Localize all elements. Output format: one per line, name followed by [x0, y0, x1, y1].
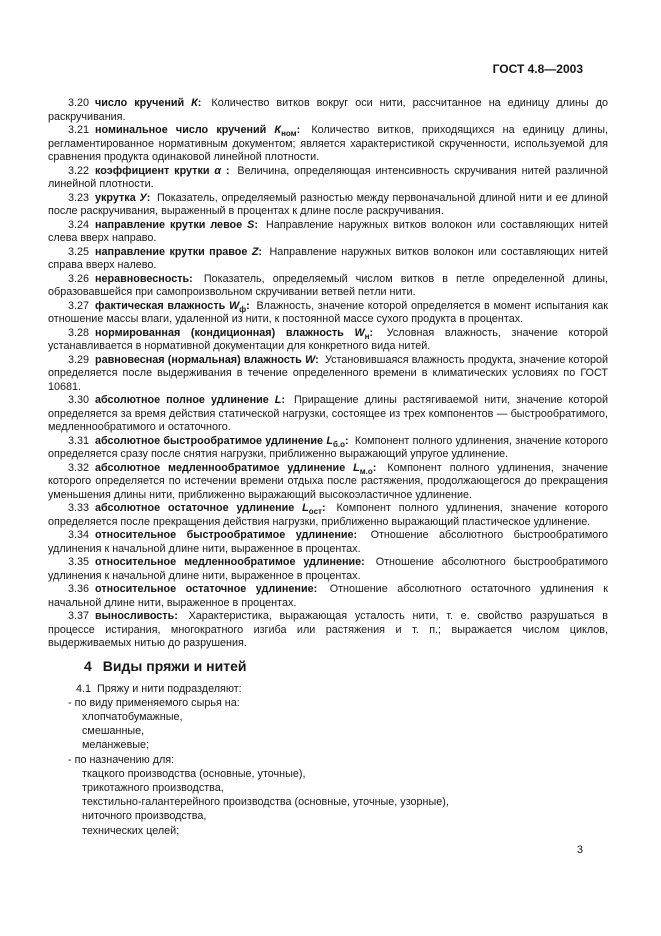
- term-paragraph: [48, 502, 608, 529]
- term-number: 3.20: [68, 97, 90, 109]
- term-number: 3.22: [68, 164, 90, 177]
- term-definition: Компонент полного удлинения, значение которого определяется после прекращения действия нагрузки, приближенно выражающий пластическое удлинение.: [48, 502, 609, 528]
- term-definition: Влажность, значение которой определяется в момент испытания как отношение массы влаги, удаленной из нити, к постоянной массе сухого продукта в процентах.: [48, 299, 609, 325]
- list-group-label: - по назначению для:: [68, 753, 175, 766]
- list-item: ткацкого производства (основные, уточные),: [82, 767, 306, 780]
- term-symbol-subscript: м.о: [359, 466, 373, 476]
- term-number: 3.33: [68, 502, 90, 514]
- term-number: 3.30: [68, 394, 90, 406]
- term-title: абсолютное полное удлинение L:: [95, 394, 285, 406]
- term-title: абсолютное остаточное удлинение $L_{ост}$:: [95, 502, 326, 517]
- term-symbol: Z: [251, 245, 259, 258]
- clause-4-1: [48, 682, 608, 838]
- term-paragraph: [48, 435, 608, 462]
- term-symbol-subscript: н: [364, 331, 370, 341]
- term-symbol: L: [274, 394, 282, 406]
- term-title: относительное медленнообратимое удлинение:: [95, 556, 365, 568]
- list-group-label: - по виду применяемого сырья на:: [68, 696, 240, 709]
- term-symbol: У: [139, 191, 147, 204]
- term-symbol: L: [326, 434, 333, 447]
- term-paragraph: [48, 219, 608, 246]
- term-paragraph: [48, 583, 608, 610]
- list-item: меланжевые;: [82, 739, 150, 752]
- term-symbol: S: [247, 218, 255, 231]
- term-title: фактическая влажность $W_ф$:: [95, 299, 250, 314]
- term-paragraph: [48, 192, 608, 219]
- term-symbol: W: [304, 353, 316, 366]
- clause-number: 4.1: [76, 682, 92, 695]
- term-definition: Показатель, определяемый разностью между первоначальной длиной нити и ее длиной после раскручивания, выраженный в процентах к длине после раскручивания.: [48, 191, 609, 217]
- term-symbol: W: [354, 326, 365, 339]
- term-number: 3.26: [68, 272, 90, 285]
- term-paragraph: [48, 327, 608, 354]
- term-number: 3.23: [68, 191, 90, 204]
- term-paragraph: [48, 300, 608, 327]
- term-definition: Отношение абсолютного быстрообратимого удлинения к начальной длине нити, выраженное в процентах.: [48, 529, 609, 555]
- term-paragraph: [48, 462, 608, 503]
- term-title: относительное остаточное удлинение:: [95, 583, 318, 595]
- term-definition: Величина, определяющая интенсивность скручивания нитей различной линейной плотности.: [48, 164, 609, 190]
- term-definition: Количество витков вокруг оси нити, рассчитанное на единицу длины до раскручивания.: [48, 97, 608, 123]
- list-item: текстильно-галантерейного производства (основные, уточные, узорные),: [82, 796, 449, 809]
- term-paragraph: [48, 394, 608, 435]
- term-definition: Условная влажность, значение которой устанавливается в нормативной документации для конкретного вида нитей.: [48, 326, 608, 352]
- section-heading: [84, 658, 608, 675]
- term-definition: Показатель, определяемый числом витков в петле определенной длины, образовавшейся при самопроизвольном скручивании ветвей петли нити.: [48, 272, 608, 298]
- term-definition: Отношение абсолютного быстрообратимого удлинения к начальной длине нити, выраженное в процентах.: [48, 556, 609, 582]
- term-title: число кручений К:: [95, 97, 202, 109]
- term-symbol: К: [191, 97, 198, 109]
- term-title: номинальное число кручений $К_{ном}$:: [95, 124, 301, 139]
- term-number: 3.34: [68, 529, 90, 541]
- term-symbol-subscript: б.о: [332, 439, 345, 449]
- term-title: абсолютное медленнообратимое удлинение $L_{м.о}$:: [95, 461, 377, 476]
- term-number: 3.37: [68, 610, 90, 622]
- term-number: 3.27: [68, 299, 90, 312]
- term-title: коэффициент крутки α :: [95, 164, 230, 177]
- section-title: Виды пряжи и нитей: [102, 657, 247, 674]
- term-definition: Направление наружных витков волокон или составляющих нитей слева вверх направо.: [48, 218, 609, 244]
- term-symbol-subscript: ост: [308, 507, 322, 517]
- list-item: трикотажного производства,: [82, 781, 224, 794]
- term-number: 3.28: [68, 326, 90, 339]
- term-symbol: L: [353, 461, 360, 474]
- clause-intro-text: Пряжу и нити подразделяют:: [97, 682, 242, 695]
- term-symbol: α: [214, 164, 222, 177]
- term-number: 3.31: [68, 434, 90, 447]
- term-definition: Характеристика, выражающая усталость нити, т. е. свойство разрушаться в процессе истирания, многократного изгиба или растяжения и т. п.; выражается числом циклов, выдерживаемых нитью до разрушения.: [48, 610, 608, 649]
- term-paragraph: [48, 354, 608, 395]
- term-symbol: W: [228, 299, 240, 312]
- term-title: направление крутки правое Z:: [95, 245, 263, 258]
- list-item: смешанные,: [82, 725, 145, 738]
- term-definition: Приращение длины растягиваемой нити, значение которой определяется за время действия статической нагрузки, состоящее из трех компонентов — быстрообратимого, медленнообратимого и остаточного.: [48, 394, 608, 433]
- term-definition: Направление наружных витков волокон или составляющих нитей справа вверх налево.: [48, 245, 608, 271]
- terms-list: [48, 97, 608, 651]
- doc-header: [48, 62, 608, 76]
- list-item: хлопчатобумажные,: [82, 710, 183, 723]
- term-title: нормированная (кондиционная) влажность $W_н$:: [95, 326, 374, 341]
- term-paragraph: [48, 246, 608, 273]
- term-definition: Компонент полного удлинения, значение которого определяется по истечении времени отдыха после растяжения, продолжающегося до прекращения уменьшения длины нити, приближенно выражающий высокоэластичное удлинение.: [48, 461, 609, 501]
- term-title: укрутка У:: [95, 191, 151, 204]
- term-number: 3.25: [68, 245, 90, 258]
- clause-intro: [48, 682, 608, 696]
- list-item: ниточного производства,: [82, 810, 207, 823]
- term-definition: Установившаяся влажность продукта, значение которой определяется после выдерживания в течение определенного времени в климатических условиях по ГОСТ 10681.: [48, 353, 609, 393]
- term-paragraph: [48, 610, 608, 651]
- clause-groups: [48, 696, 608, 838]
- term-number: 3.21: [68, 124, 90, 136]
- term-definition: Компонент полного удлинения, значение которого определяется сразу после снятия нагрузки, приближенно выражающий упругое удлинение.: [48, 434, 608, 460]
- page-number: 3: [576, 843, 583, 856]
- term-title: направление крутки левое S:: [95, 218, 258, 231]
- term-title: выносливость:: [95, 610, 178, 622]
- term-paragraph: [48, 124, 608, 165]
- term-number: 3.35: [68, 556, 90, 568]
- term-number: 3.32: [68, 461, 90, 474]
- term-definition: Количество витков, приходящихся на единицу длины, регламентированное нормативным документом; является характеристикой скрученности, используемой для сравнения продукта одинаковой линейной плотности.: [48, 124, 608, 163]
- term-number: 3.29: [68, 353, 90, 366]
- term-title: относительное быстрообратимое удлинение:: [95, 529, 358, 541]
- term-symbol-subscript: ф: [239, 304, 247, 314]
- section-number: 4: [84, 657, 92, 674]
- term-paragraph: [48, 556, 608, 583]
- term-paragraph: [48, 97, 608, 124]
- term-symbol: L: [302, 502, 309, 514]
- term-definition: Отношение абсолютного остаточного удлинения к начальной длине нити, выраженное в процентах.: [48, 583, 609, 609]
- term-paragraph: [48, 273, 608, 300]
- doc-reference: ГОСТ 4.8—2003: [492, 62, 583, 76]
- term-paragraph: [48, 165, 608, 192]
- term-title: неравновесность:: [95, 272, 193, 285]
- list-item: технических целей;: [82, 824, 180, 837]
- term-symbol: К: [274, 124, 282, 136]
- term-symbol-subscript: ном: [281, 129, 297, 139]
- term-paragraph: [48, 529, 608, 556]
- term-number: 3.36: [68, 583, 90, 595]
- term-title: абсолютное быстрообратимое удлинение $L_{б.о}$:: [95, 434, 349, 449]
- term-number: 3.24: [68, 218, 90, 231]
- term-title: равновесная (нормальная) влажность W:: [95, 353, 319, 366]
